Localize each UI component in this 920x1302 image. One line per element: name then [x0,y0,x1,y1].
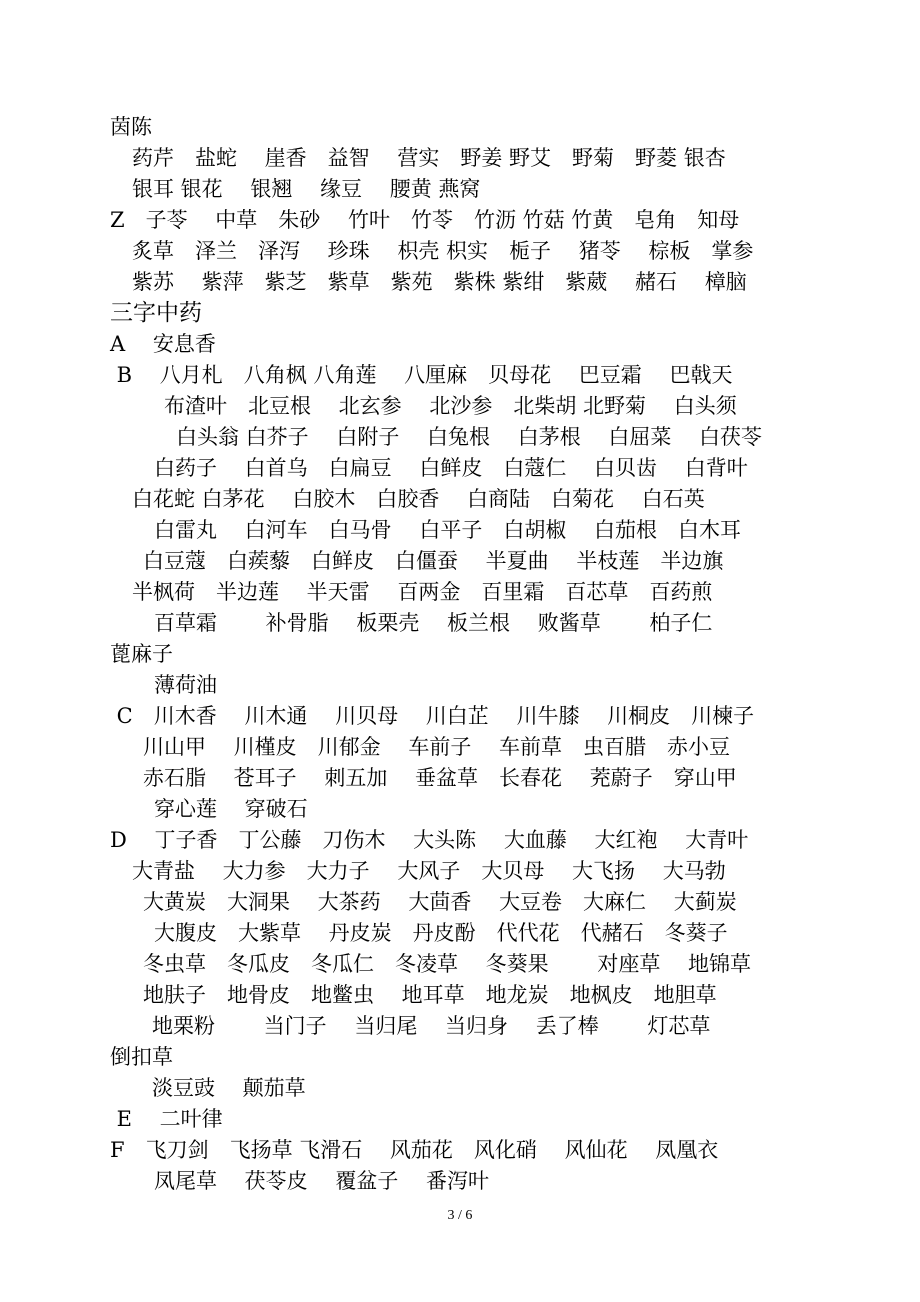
text-line [0,329,920,360]
line-text: 白花蛇 白茅花 白胶木 白胶香 白商陆 白菊花 白石英 [132,487,705,511]
line-text: E 二叶律 [110,1107,223,1131]
text-line [0,980,920,1011]
text-line [0,887,920,918]
text-line [0,174,920,205]
line-text: 药芹 盐蛇 崖香 益智 营实 野姜 野艾 野菊 野菱 银杏 [132,146,726,170]
line-text: 半枫荷 半边莲 半天雷 百两金 百里霜 百芯草 百药煎 [132,580,713,604]
line-text: 百草霜 补骨脂 板栗壳 板兰根 败酱草 柏子仁 [154,611,713,635]
line-text: 川山甲 川槿皮 川郁金 车前子 车前草 虫百腊 赤小豆 [143,735,731,759]
line-text: 布渣叶 北豆根 北玄参 北沙参 北柴胡 北野菊 白头须 [164,394,737,418]
text-line [0,794,920,825]
text-line [0,763,920,794]
line-text: 冬虫草 冬瓜皮 冬瓜仁 冬凌草 冬葵果 对座草 地锦草 [143,952,752,976]
text-line [0,1104,920,1135]
text-line [0,856,920,887]
text-line [0,391,920,422]
text-line [0,577,920,608]
line-text: 茵陈 [110,115,152,139]
text-line [0,732,920,763]
text-line [0,236,920,267]
text-line [0,360,920,391]
text-line [0,1135,920,1166]
line-text: 白豆蔻 白蒺藜 白鲜皮 白僵蚕 半夏曲 半枝莲 半边旗 [143,549,724,573]
line-text: 地肤子 地骨皮 地鳖虫 地耳草 地龙炭 地枫皮 地胆草 [143,983,717,1007]
text-line [0,608,920,639]
text-line [0,453,920,484]
section-title: 三字中药 [110,300,202,326]
page-number: 3 / 6 [447,1208,473,1223]
line-text: 倒扣草 [110,1045,173,1069]
text-line [0,1011,920,1042]
line-text: 白药子 白首乌 白扁豆 白鲜皮 白蔻仁 白贝齿 白背叶 [154,456,748,480]
text-line [0,1166,920,1197]
text-line [0,422,920,453]
text-line [0,639,920,670]
text-line [0,701,920,732]
section-heading [0,298,920,329]
line-text: 白雷丸 白河车 白马骨 白平子 白胡椒 白茄根 白木耳 [154,518,742,542]
line-text: D 丁子香 丁公藤 刀伤木 大头陈 大血藤 大红袍 大青叶 [110,828,749,852]
line-text: 薄荷油 [154,673,217,697]
line-text: 赤石脂 苍耳子 刺五加 垂盆草 长春花 茺蔚子 穿山甲 [143,766,737,790]
line-text: 银耳 银花 银翘 缘豆 腰黄 燕窝 [132,177,481,201]
line-text: 紫苏 紫萍 紫芝 紫草 紫苑 紫株 紫绀 紫葳 赭石 樟脑 [132,270,747,294]
text-line [0,825,920,856]
line-text: 蓖麻子 [110,642,173,666]
line-text: 淡豆豉 颠茄草 [152,1076,306,1100]
line-text: A 安息香 [110,332,216,356]
text-line [0,949,920,980]
line-text: 凤尾草 茯苓皮 覆盆子 番泻叶 [154,1169,490,1193]
text-line [0,515,920,546]
line-text: 大青盐 大力参 大力子 大风子 大贝母 大飞扬 大马勃 [132,859,726,883]
line-text: 穿心莲 穿破石 [154,797,308,821]
line-text: F 飞刀剑 飞扬草 飞滑石 风茄花 风化硝 风仙花 凤凰衣 [110,1138,719,1162]
text-line [0,112,920,143]
text-line [0,546,920,577]
text-line [0,267,920,298]
text-line [0,143,920,174]
text-line [0,484,920,515]
document-body [0,112,920,1197]
text-line [0,205,920,236]
line-text: Z 子苓 中草 朱砂 竹叶 竹苓 竹沥 竹菇 竹黄 皂角 知母 [110,208,740,232]
text-line [0,1073,920,1104]
line-text: 白头翁 白芥子 白附子 白兔根 白茅根 白屈菜 白茯苓 [176,425,763,449]
text-line [0,1042,920,1073]
line-text: B 八月札 八角枫 八角莲 八厘麻 贝母花 巴豆霜 巴戟天 [110,363,733,387]
line-text: 大腹皮 大紫草 丹皮炭 丹皮酚 代代花 代赭石 冬葵子 [154,921,728,945]
line-text: 炙草 泽兰 泽泻 珍珠 枳壳 枳实 栀子 猪苓 棕板 掌参 [132,239,754,263]
line-text: C 川木香 川木通 川贝母 川白芷 川牛膝 川桐皮 川楝子 [110,704,755,728]
text-line [0,918,920,949]
line-text: 大黄炭 大洞果 大茶药 大茴香 大豆卷 大麻仁 大蓟炭 [143,890,737,914]
text-line [0,670,920,701]
line-text: 地栗粉 当门子 当归尾 当归身 丢了棒 灯芯草 [152,1014,711,1038]
